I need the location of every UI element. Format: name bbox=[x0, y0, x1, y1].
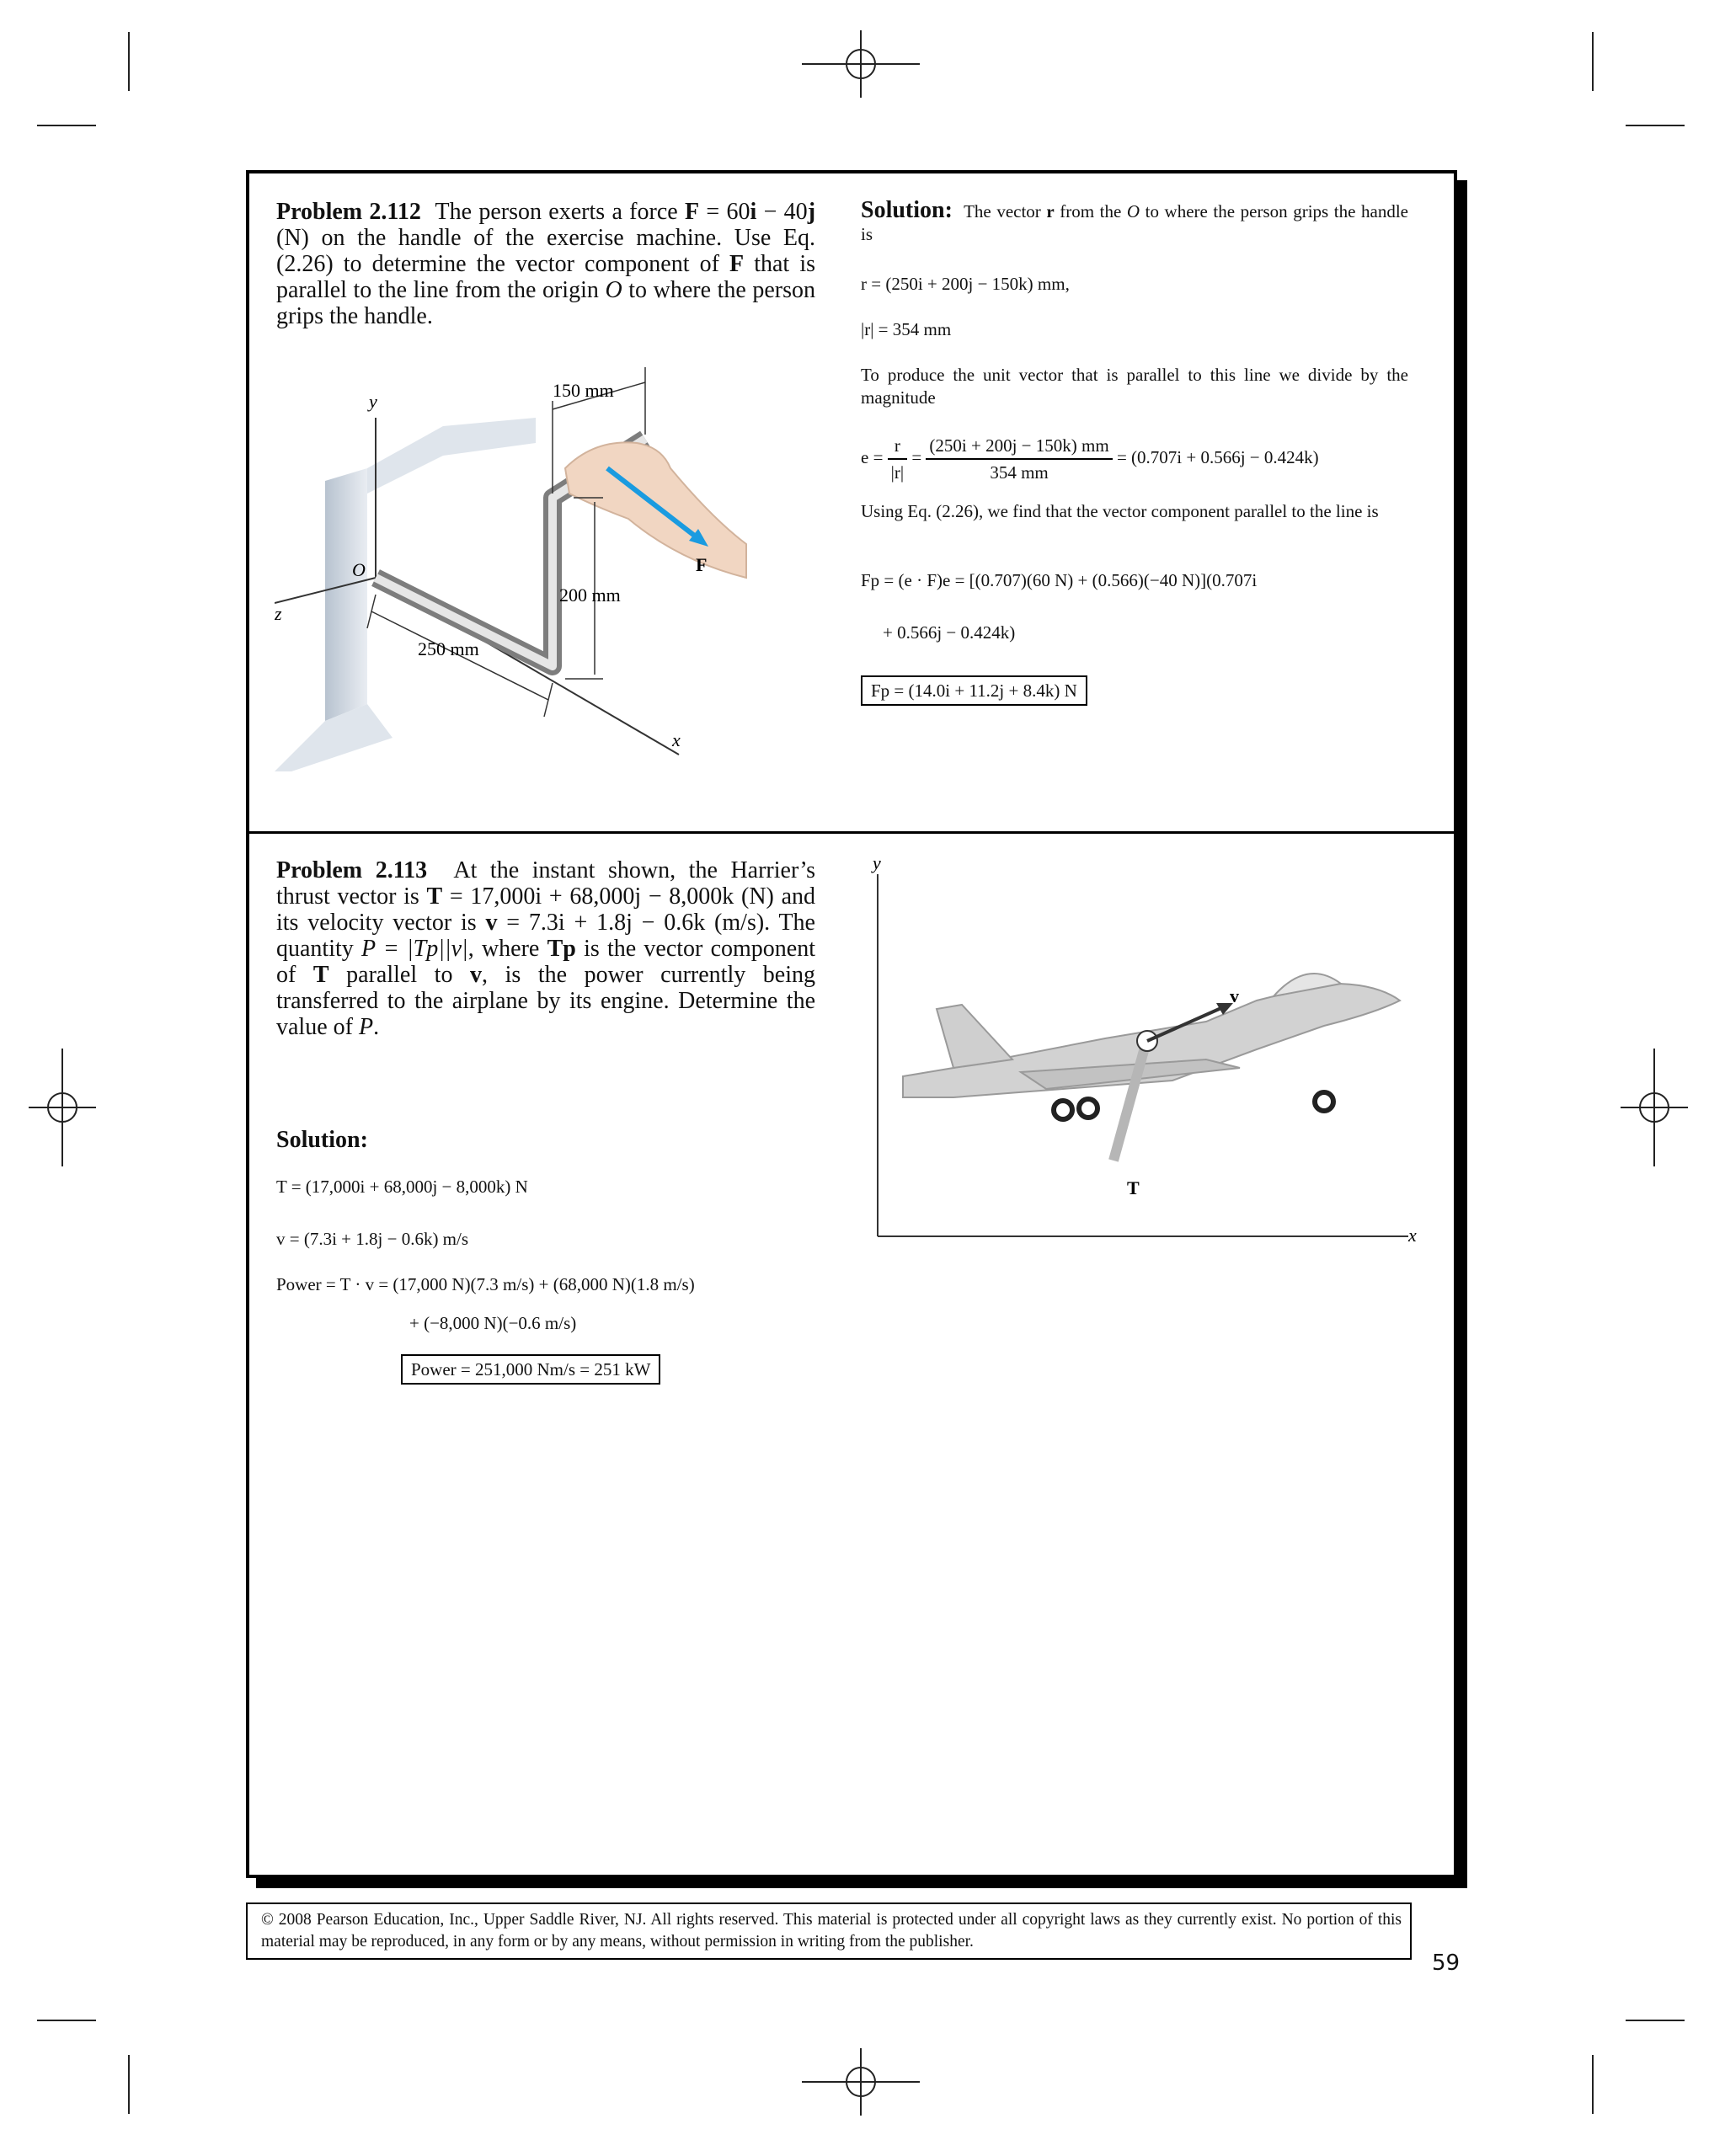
label-F: F bbox=[696, 554, 708, 575]
registration-mark-bottom bbox=[802, 2048, 920, 2116]
problem-112-solution-intro: Solution: The vector r from the O to where the person grips the handle is bbox=[861, 197, 1408, 244]
dim-150: 150 mm bbox=[553, 380, 614, 401]
label-x: x bbox=[672, 729, 681, 750]
exercise-machine-figure bbox=[275, 350, 830, 771]
copyright-notice: © 2008 Pearson Education, Inc., Upper Saddle River, NJ. All rights reserved. This material is protected under all copyright laws as they currently exist. No portion of this material may be reproduced, in any form or by any means, without permission in writing from the publisher. bbox=[246, 1903, 1412, 1960]
crop-mark bbox=[128, 32, 130, 91]
wheel bbox=[1079, 1099, 1097, 1118]
problem-112-statement: Problem 2.112 The person exerts a force F = 60i − 40j (N) on the handle of the exercise machine. Use Eq. (2.26) to determine the vector component of F that is parallel to the line from the origin O to where the person grips the handle. bbox=[276, 199, 816, 329]
wheel bbox=[1054, 1101, 1072, 1119]
airplane-tail bbox=[937, 1005, 1012, 1068]
label-O: O bbox=[352, 559, 366, 580]
crop-mark bbox=[1592, 32, 1594, 91]
equation-v: v = (7.3i + 1.8j − 0.6k) m/s bbox=[276, 1229, 469, 1249]
page-number: 59 bbox=[1432, 1951, 1461, 1976]
equation-power-line2: + (−8,000 N)(−0.6 m/s) bbox=[409, 1313, 577, 1333]
label-T: T bbox=[1127, 1177, 1140, 1198]
equation-fp-line1: Fp = (e · F)e = [(0.707)(60 N) + (0.566)(−40 N)](0.707i bbox=[861, 570, 1258, 590]
crop-mark bbox=[1626, 125, 1685, 126]
equation-r: r = (250i + 200j − 150k) mm, bbox=[861, 274, 1070, 294]
label-v: v bbox=[1230, 985, 1239, 1006]
registration-mark-left bbox=[29, 1049, 96, 1166]
equation-r-magnitude: |r| = 354 mm bbox=[861, 319, 952, 339]
crop-mark bbox=[37, 2020, 96, 2021]
problem-113-solution-heading: Solution: bbox=[276, 1127, 368, 1153]
answer-power: Power = 251,000 Nm/s = 251 kW bbox=[401, 1354, 660, 1385]
problem-113-statement: Problem 2.113 At the instant shown, the Harrier’s thrust vector is T = 17,000i + 68,000j − 8,000k (N) and its velocity vector is v = 7.3i + 1.8j − 0.6k (m/s). The quantity P = |Tp||v|, where Tp is the vector component of T parallel to v, is the power currently being transferred to the airplane by its engine. Determine the value of P. bbox=[276, 857, 816, 1040]
equation-fp-line2: + 0.566j − 0.424k) bbox=[883, 622, 1016, 643]
label-y: y bbox=[873, 857, 881, 873]
harrier-figure bbox=[852, 857, 1425, 1262]
hand bbox=[565, 442, 746, 578]
equation-T: T = (17,000i + 68,000j − 8,000k) N bbox=[276, 1177, 528, 1197]
crop-mark bbox=[1592, 2055, 1594, 2114]
solution-heading: Solution: bbox=[861, 197, 953, 223]
dim-250: 250 mm bbox=[418, 638, 479, 659]
wheel bbox=[1315, 1092, 1333, 1111]
crop-mark bbox=[128, 2055, 130, 2114]
machine-top-beam bbox=[367, 418, 536, 494]
crop-mark bbox=[1626, 2020, 1685, 2021]
dim-200: 200 mm bbox=[559, 584, 621, 606]
section-divider bbox=[249, 831, 1454, 834]
text-unit-vector: To produce the unit vector that is parallel to this line we divide by the magnitude bbox=[861, 365, 1408, 408]
text-using-eq: Using Eq. (2.26), we find that the vector component parallel to the line is bbox=[861, 501, 1379, 521]
label-y: y bbox=[369, 391, 377, 412]
registration-mark-top bbox=[802, 30, 920, 98]
content-frame bbox=[246, 170, 1457, 1878]
problem-113-heading: Problem 2.113 bbox=[276, 857, 428, 883]
machine-post bbox=[325, 468, 367, 721]
problem-112-heading: Problem 2.112 bbox=[276, 199, 421, 225]
label-x: x bbox=[1408, 1225, 1417, 1246]
answer-fp: Fp = (14.0i + 11.2j + 8.4k) N bbox=[861, 675, 1087, 706]
crop-mark bbox=[37, 125, 96, 126]
equation-power-line1: Power = T · v = (17,000 N)(7.3 m/s) + (68,000 N)(1.8 m/s) bbox=[276, 1274, 695, 1294]
registration-mark-right bbox=[1621, 1049, 1688, 1166]
label-z: z bbox=[275, 603, 282, 624]
equation-unit-vector: e = $\frac{r}{|r|}$ = $\frac{(250i + 200j - 150k) mm}{354 mm}$ = (0.707i + 0.566j − 0.424k) bbox=[861, 435, 1319, 483]
